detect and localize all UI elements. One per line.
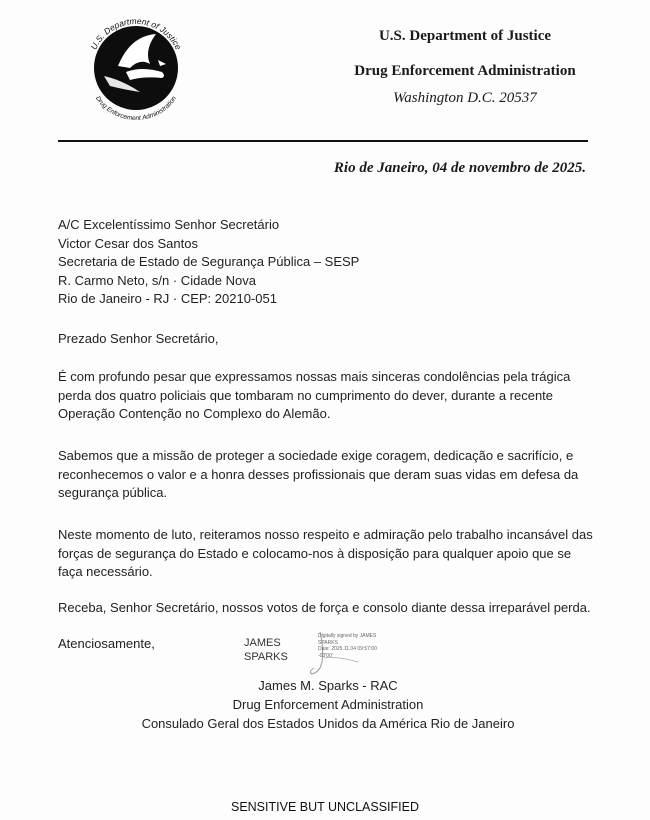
letterhead — [300, 24, 630, 107]
classification-footer: SENSITIVE BUT UNCLASSIFIED — [230, 800, 419, 814]
signer-block — [58, 676, 598, 733]
agency-name: Drug Enforcement Administration — [354, 63, 576, 79]
header-divider — [58, 140, 588, 142]
department-name: U.S. Department of Justice — [378, 28, 552, 44]
signer-agency: Drug Enforcement Administration — [232, 697, 424, 712]
dateline: Rio de Janeiro, 04 de novembro de 2025. — [333, 160, 586, 176]
body-paragraph: Neste momento de luto, reiteramos nosso respeito e admiração pelo trabalho incansável das forças de segurança do Estado e colocamo-nos à disposição para qualquer apoio que se faça necessário. — [58, 527, 593, 579]
body-paragraph: Sabemos que a missão de proteger a sociedade exige coragem, dedicação e sacrifício, e reconhecemos o valor e a honra desses profissionais que deram suas vidas em defesa da segurança pública. — [58, 448, 579, 500]
signature-last-name: SPARKS — [244, 651, 288, 663]
address-line: R. Carmo Neto, s/n · Cidade Nova — [58, 272, 256, 288]
body-paragraph: É com profundo pesar que expressamos nossas mais sinceras condolências pela trágica perda dos quatro policiais que tombaram no cumprimento do dever, durante a recente Operação Contenção no Complexo do Alemão. — [58, 369, 571, 421]
address-line: Rio de Janeiro - RJ · CEP: 20210-051 — [58, 291, 277, 306]
salutation: Prezado Senhor Secretário, — [58, 331, 219, 346]
recipient-address — [58, 216, 598, 309]
digital-signature-line: SPARKS — [318, 639, 338, 646]
digital-signature-stamp — [318, 633, 406, 659]
signature-first-name: JAMES — [244, 637, 281, 649]
agency-address: Washington D.C. 20537 — [393, 90, 537, 106]
address-line: Victor Cesar dos Santos — [58, 235, 198, 251]
closing: Atenciosamente, — [58, 636, 155, 651]
body-paragraph: Receba, Senhor Secretário, nossos votos de força e consolo diante dessa irreparável perda. — [58, 600, 591, 615]
signer-office: Consulado Geral dos Estados Unidos da América Rio de Janeiro — [141, 716, 515, 731]
dea-seal-logo — [70, 6, 202, 126]
svg-text:Drug Enforcement Administratio: Drug Enforcement Administration — [93, 95, 179, 123]
digital-signature-line: Date: 2025.11.04 09:57:00 — [318, 646, 377, 653]
address-line: Secretaria de Estado de Segurança Pública – SESP — [58, 254, 360, 269]
svg-text:U.S. Department of Justice: U.S. Department of Justice — [88, 15, 184, 52]
address-line: A/C Excelentíssimo Senhor Secretário — [58, 217, 280, 232]
signer-name: James M. Sparks - RAC — [258, 678, 398, 693]
signature-name — [244, 636, 288, 664]
digital-signature-line: Digitally signed by JAMES — [318, 633, 377, 639]
digital-signature-line: -03'00' — [318, 652, 333, 659]
